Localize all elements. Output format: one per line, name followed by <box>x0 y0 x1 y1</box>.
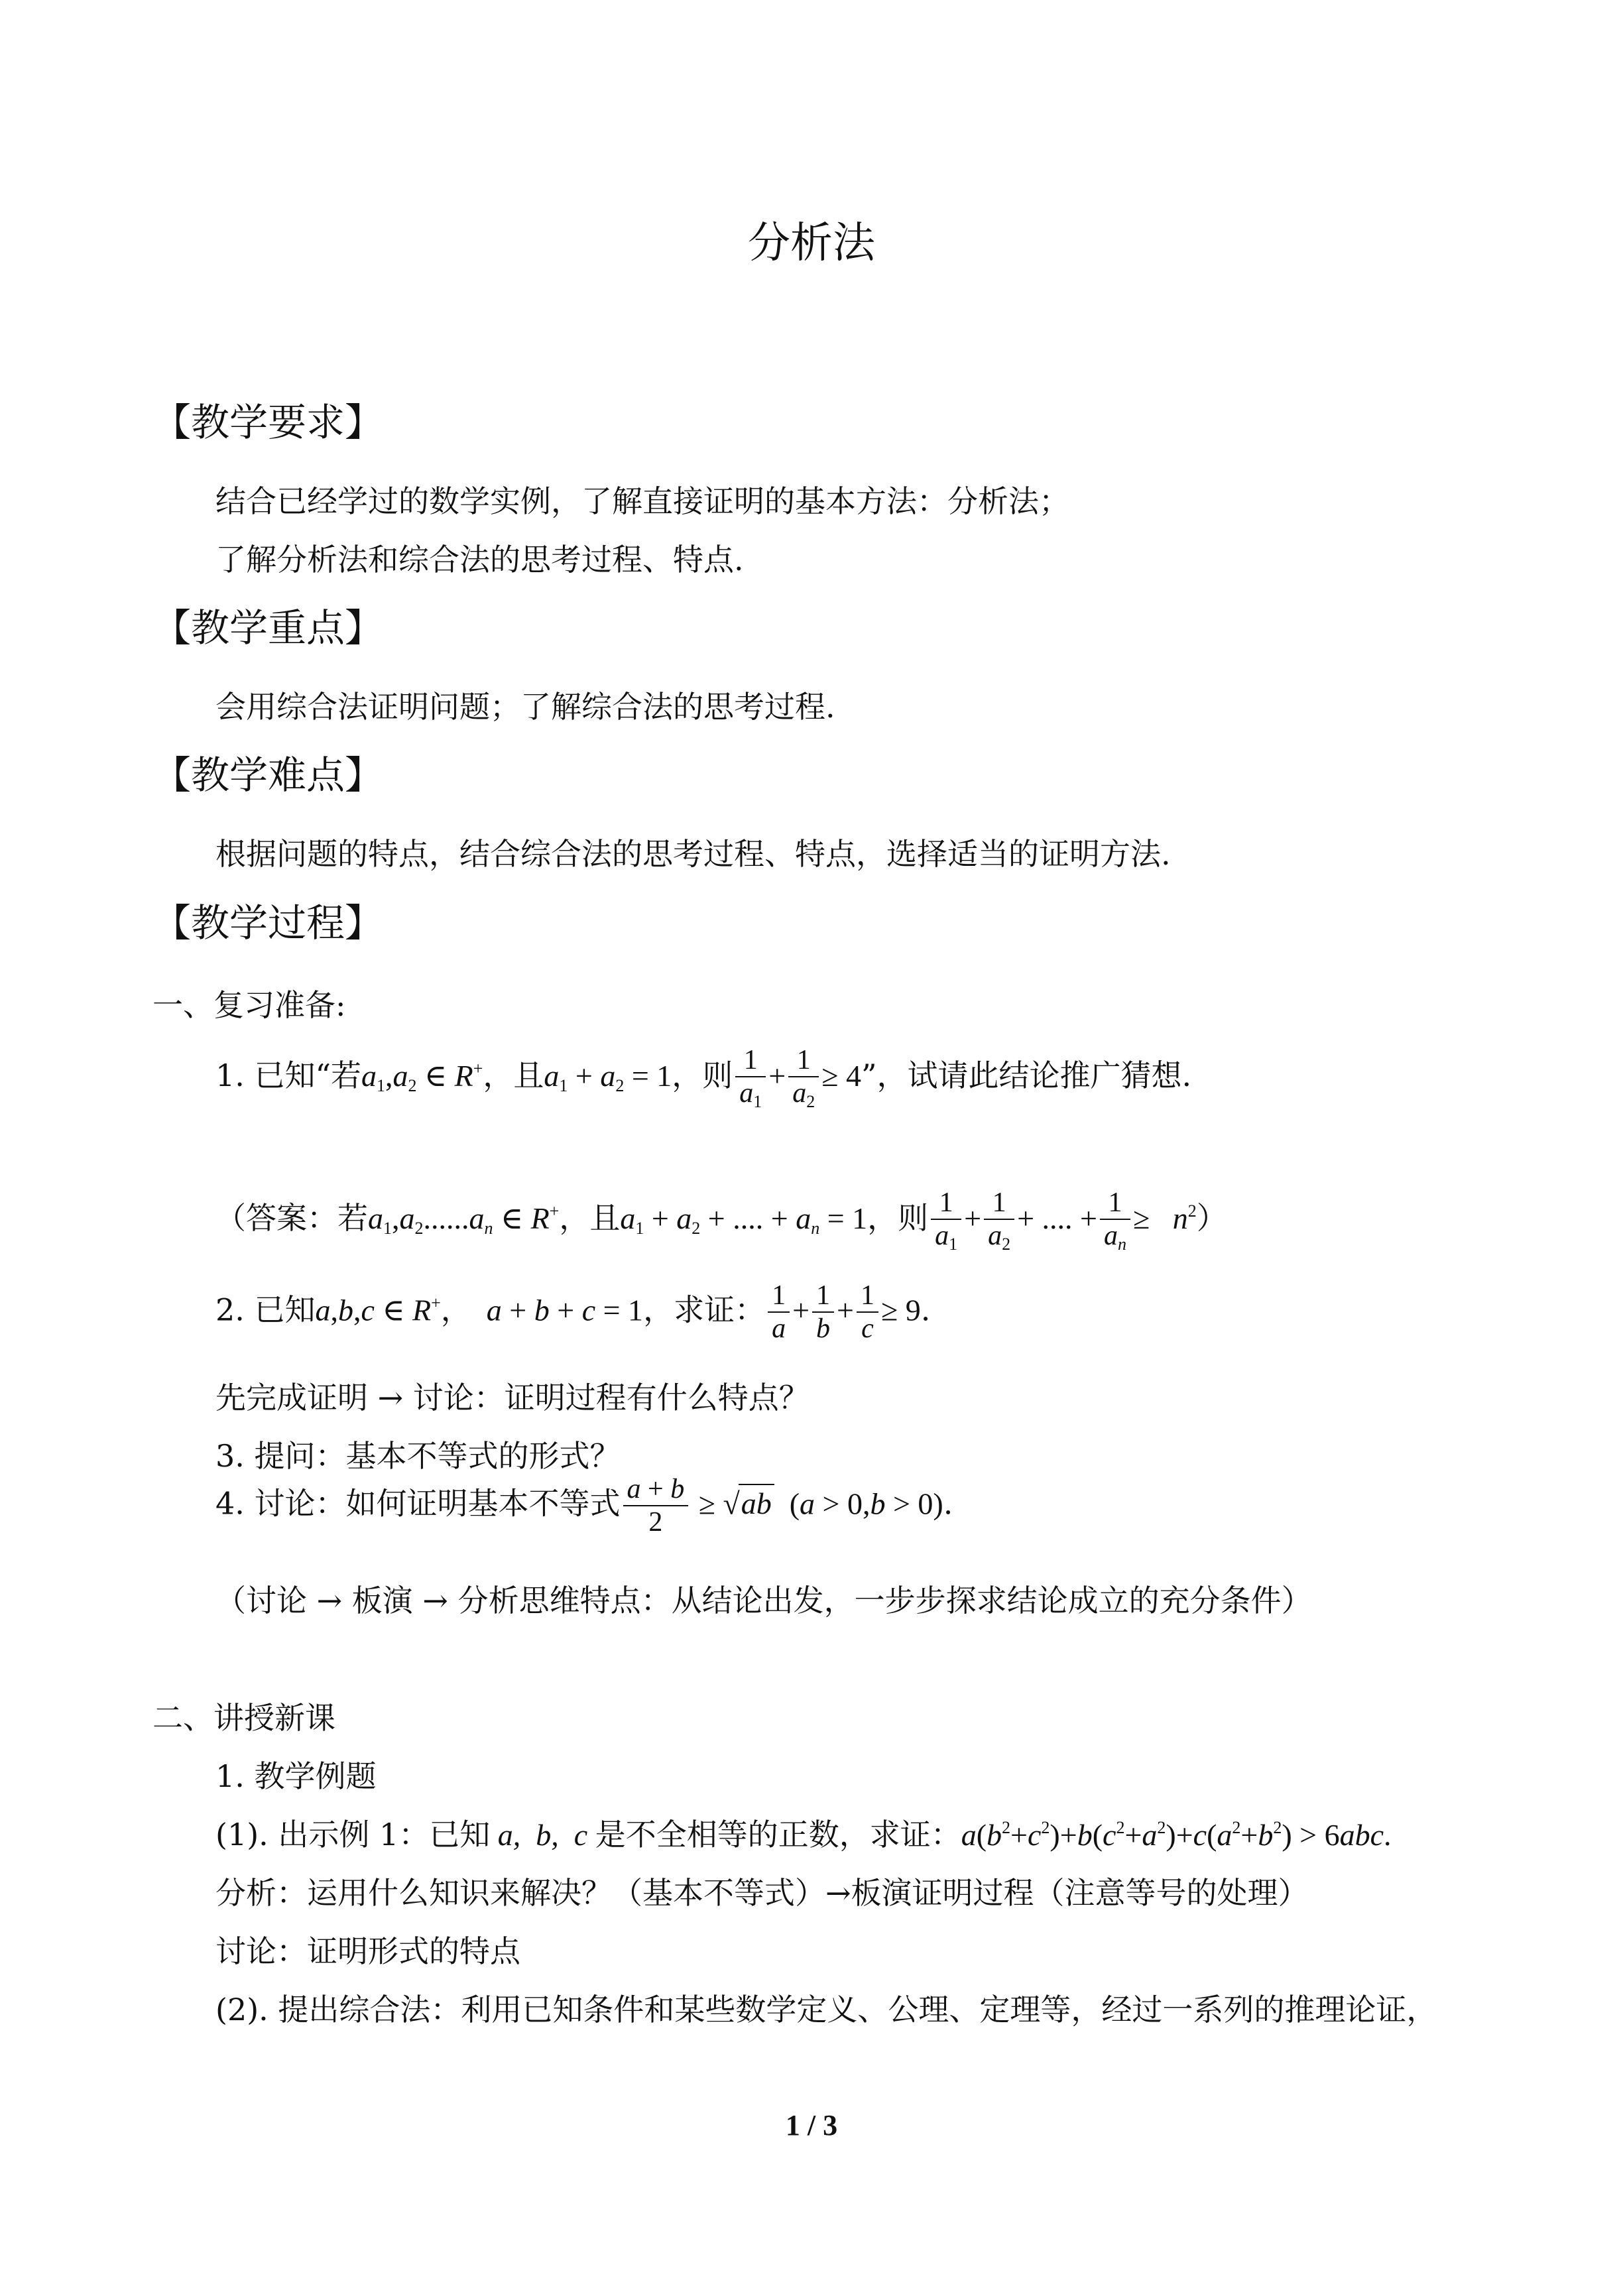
page-title: 分析法 <box>748 219 875 268</box>
difficulties-line-1: 根据问题的特点，结合综合法的思考过程、特点，选择适当的证明方法. <box>215 836 1171 872</box>
requirements-line-1: 结合已经学过的数学实例，了解直接证明的基本方法：分析法； <box>215 483 1069 519</box>
example-1-discussion: 讨论：证明形式的特点 <box>215 1933 520 1969</box>
review-item-4-note: （讨论 → 板演 → 分析思维特点：从结论出发，一步步探求结论成立的充分条件） <box>215 1583 1312 1618</box>
review-item-4: 4. 讨论：如何证明基本不等式 $\frac{a + b}{2}$ ≥ √ab (a > 0,b > 0). <box>215 1474 953 1538</box>
review-item-3: 3. 提问：基本不等式的形式？ <box>215 1438 621 1474</box>
section-heading-requirements: 【教学要求】 <box>152 400 384 445</box>
review-answer: （答案：若$a_1,a_2......a_n$ ∈ R+，且$a_1 + a_2$ + .... + $a_n = 1$，则 $\frac{1}{a_1}$ + $\frac{1}{a_2}$ + .... + $\frac{1}{a_n}$ ≥ $n^2$） <box>215 1187 1227 1254</box>
section-heading-difficulties: 【教学难点】 <box>152 753 384 798</box>
example-1: (1). 出示例 1：已知 a, b, c 是不全相等的正数，求证：$a(b^2+c^2)+b(c^2+a^2)+c(a^2+b^2) > 6abc$. <box>215 1817 1392 1852</box>
review-item-2-discussion: 先完成证明 → 讨论：证明过程有什么特点？ <box>215 1380 810 1416</box>
key-points-line-1: 会用综合法证明问题；了解综合法的思考过程. <box>215 689 835 725</box>
section-heading-process: 【教学过程】 <box>152 900 384 945</box>
review-heading: 一、复习准备: <box>152 987 346 1023</box>
example-1-analysis: 分析：运用什么知识来解决？（基本不等式）→板演证明过程（注意等号的处理） <box>215 1875 1309 1911</box>
new-lesson-heading: 二、讲授新课 <box>152 1700 335 1736</box>
new-lesson-sub-1: 1. 教学例题 <box>215 1758 377 1794</box>
requirements-line-2: 了解分析法和综合法的思考过程、特点. <box>215 542 744 577</box>
page-number: 1 / 3 <box>785 2109 838 2142</box>
review-item-2: 2. 已知a,b,c ∈ R+， a + b + c = 1，求证： $\frac{1}{a}$ + $\frac{1}{b}$ + $\frac{1}{c}$ ≥ 9. <box>215 1280 931 1345</box>
example-2: (2). 提出综合法：利用已知条件和某些数学定义、公理、定理等，经过一系列的推理论证， <box>215 1992 1437 2027</box>
section-heading-key-points: 【教学重点】 <box>152 605 384 650</box>
review-item-1: 1. 已知“若$a_1,a_2$ ∈ R+，且$a_1 + a_2 = 1$，则 $\frac{1}{a_1}$ + $\frac{1}{a_2}$ ≥ 4”，试请此结论推广猜想. <box>215 1045 1192 1112</box>
